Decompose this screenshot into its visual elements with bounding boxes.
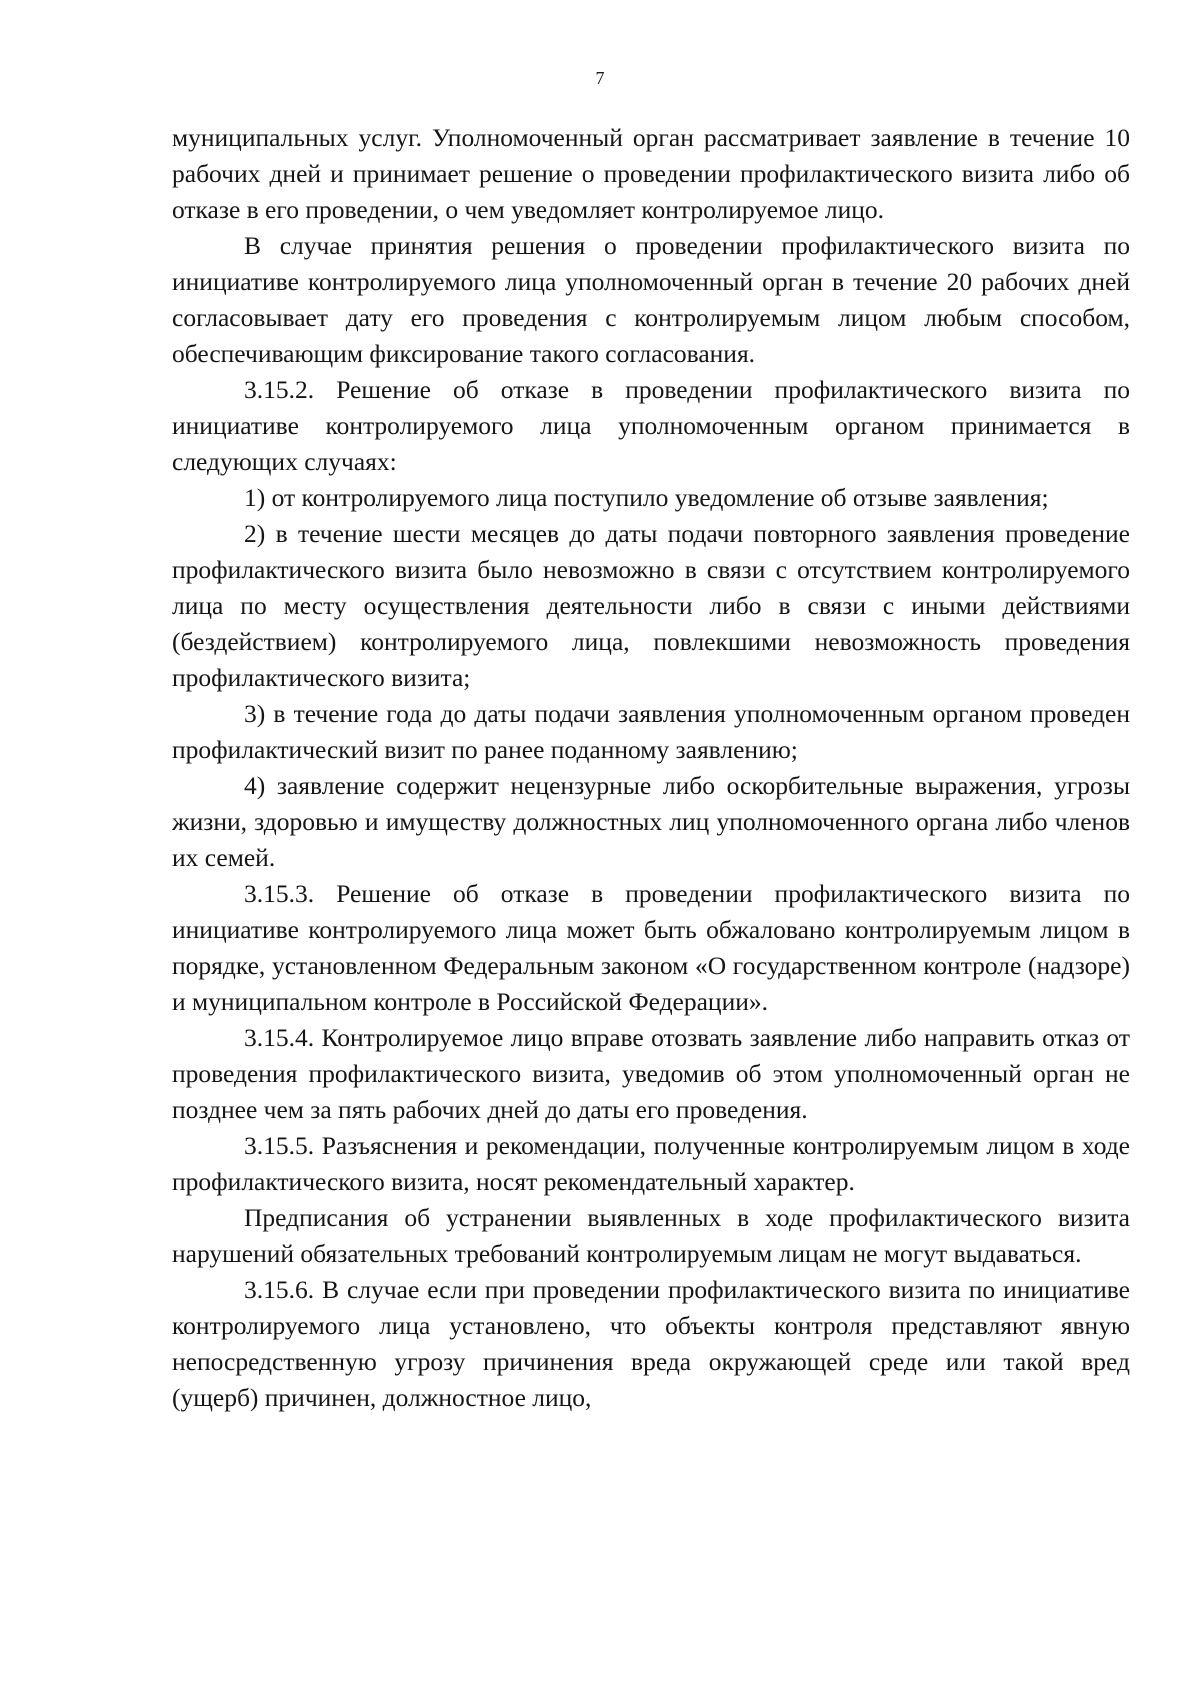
- paragraph-3-15-2: 3.15.2. Решение об отказе в проведении профилактического визита по инициативе контролируемого лица уполномоченным органом принимается в следующих случаях:: [172, 375, 1130, 476]
- list-item-1: 1) от контролируемого лица поступило уведомление об отзыве заявления;: [244, 483, 1049, 512]
- paragraph-3-15-4: 3.15.4. Контролируемое лицо вправе отозвать заявление либо направить отказ от проведения профилактического визита, уведомив об этом уполномоченный орган не позднее чем за пять рабочих дней до даты его проведения.: [172, 1023, 1130, 1124]
- paragraph-3-15-3: 3.15.3. Решение об отказе в проведении профилактического визита по инициативе контролируемого лица может быть обжаловано контролируемым лицом в порядке, установленном Федеральным законом «О государственном контроле (надзоре) и муниципальном контроле в Российской Федерации».: [172, 879, 1130, 1016]
- paragraph-3-15-6: 3.15.6. В случае если при проведении профилактического визита по инициативе контролируемого лица установлено, что объекты контроля представляют явную непосредственную угрозу причинения вреда окружающей среде или такой вред (ущерб) причинен, должностное лицо,: [172, 1275, 1130, 1412]
- paragraph-3-15-5: 3.15.5. Разъяснения и рекомендации, полученные контролируемым лицом в ходе профилактического визита, носят рекомендательный характер.: [172, 1131, 1130, 1196]
- page-number: 7: [595, 68, 605, 88]
- paragraph-continued: муниципальных услуг. Уполномоченный орган рассматривает заявление в течение 10 рабочих дней и принимает решение о проведении профилактического визита либо об отказе в его проведении, о чем уведомляет контролируемое лицо.: [172, 123, 1130, 224]
- paragraph-approval-decision: В случае принятия решения о проведении профилактического визита по инициативе контролируемого лица уполномоченный орган в течение 20 рабочих дней согласовывает дату его проведения с контролируемым лицом любым способом, обеспечивающим фиксирование такого согласования.: [172, 231, 1130, 368]
- list-item-2: 2) в течение шести месяцев до даты подачи повторного заявления проведение профилактического визита было невозможно в связи с отсутствием контролируемого лица по месту осуществления деятельности либо в связи с иными действиями (бездействием) контролируемого лица, повлекшими невозможность проведения профилактического визита;: [172, 519, 1130, 692]
- list-item-4: 4) заявление содержит нецензурные либо оскорбительные выражения, угрозы жизни, здоровью и имуществу должностных лиц уполномоченного органа либо членов их семей.: [172, 771, 1130, 872]
- paragraph-prescriptions: Предписания об устранении выявленных в ходе профилактического визита нарушений обязательных требований контролируемым лицам не могут выдаваться.: [172, 1203, 1130, 1268]
- document-body: [172, 120, 1130, 1416]
- list-item-3: 3) в течение года до даты подачи заявления уполномоченным органом проведен профилактический визит по ранее поданному заявлению;: [172, 699, 1130, 764]
